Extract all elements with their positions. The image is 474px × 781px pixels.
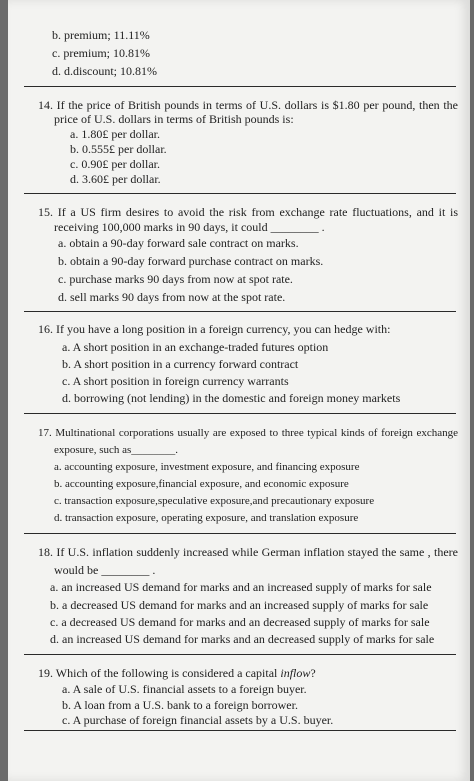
q17-option-c: c. transaction exposure,speculative exposure,and precautionary exposure — [54, 495, 375, 507]
q16-option-d: d. borrowing (not lending) in the domestic and foreign money markets — [62, 391, 401, 405]
q14-question-cont: price of U.S. dollars in terms of British pounds is: — [54, 112, 294, 126]
divider — [24, 730, 456, 731]
divider — [24, 86, 456, 87]
q14-option-a: a. 1.80£ per dollar. — [70, 127, 160, 141]
q17-option-d: d. transaction exposure, operating exposure, and translation exposure — [54, 512, 359, 524]
q19-option-b: b. A loan from a U.S. bank to a foreign borrower. — [62, 698, 298, 712]
q16-option-a: a. A short position in an exchange-traded futures option — [62, 340, 329, 354]
q19-question-end: ? — [310, 666, 316, 680]
q18-question-cont: would be ________ . — [54, 563, 156, 577]
q18-question: 18. If U.S. inflation suddenly increased while German inflation stayed the same , there — [38, 545, 458, 559]
q19-option-a: a. A sale of U.S. financial assets to a foreign buyer. — [62, 682, 307, 696]
q13-option-b: b. premium; 11.11% — [52, 28, 150, 42]
q19-question-text: 19. Which of the following is considered a capital — [38, 666, 281, 680]
q15-question-cont: receiving 100,000 marks in 90 days, it could ________ . — [54, 220, 325, 234]
q15-option-d: d. sell marks 90 days from now at the spot rate. — [58, 290, 286, 304]
q18-option-b: b. a decreased US demand for marks and an increased supply of marks for sale — [50, 598, 429, 612]
divider — [24, 654, 456, 655]
q14-option-c: c. 0.90£ per dollar. — [70, 157, 160, 171]
q16-option-b: b. A short position in a currency forward contract — [62, 357, 299, 371]
q15-option-b: b. obtain a 90-day forward purchase contract on marks. — [58, 254, 324, 268]
divider — [24, 193, 456, 194]
q19-question — [38, 666, 316, 680]
q18-option-c: c. a decreased US demand for marks and an decreased supply of marks for sale — [50, 615, 430, 629]
q14-option-b: b. 0.555£ per dollar. — [70, 142, 167, 156]
q19-question-emphasis: inflow — [280, 666, 311, 680]
q13-option-d: d. d.discount; 10.81% — [52, 64, 157, 78]
q14-option-d: d. 3.60£ per dollar. — [70, 172, 161, 186]
q13-option-c: c. premium; 10.81% — [52, 46, 150, 60]
divider — [24, 533, 456, 534]
divider — [24, 311, 456, 312]
q17-question: 17. Multinational corporations usually are exposed to three typical kinds of foreign exchange — [38, 427, 458, 439]
q15-option-a: a. obtain a 90-day forward sale contract on marks. — [58, 236, 299, 250]
q17-question-cont: exposure, such as________. — [54, 444, 179, 456]
q16-question: 16. If you have a long position in a foreign currency, you can hedge with: — [38, 322, 391, 336]
q17-option-a: a. accounting exposure, investment exposure, and financing exposure — [54, 461, 360, 473]
q15-question: 15. If a US firm desires to avoid the risk from exchange rate fluctuations, and it is — [38, 205, 458, 219]
divider — [24, 413, 456, 414]
q15-option-c: c. purchase marks 90 days from now at spot rate. — [58, 272, 293, 286]
q18-option-a: a. an increased US demand for marks and an increased supply of marks for sale — [50, 580, 432, 594]
q16-option-c: c. A short position in foreign currency warrants — [62, 374, 289, 388]
q14-question: 14. If the price of British pounds in terms of U.S. dollars is $1.80 per pound, then the — [38, 98, 458, 112]
exam-page — [8, 0, 470, 781]
q19-option-c: c. A purchase of foreign financial assets by a U.S. buyer. — [62, 713, 334, 727]
q17-option-b: b. accounting exposure,financial exposure, and economic exposure — [54, 478, 349, 490]
q18-option-d: d. an increased US demand for marks and an decreased supply of marks for sale — [50, 632, 435, 646]
